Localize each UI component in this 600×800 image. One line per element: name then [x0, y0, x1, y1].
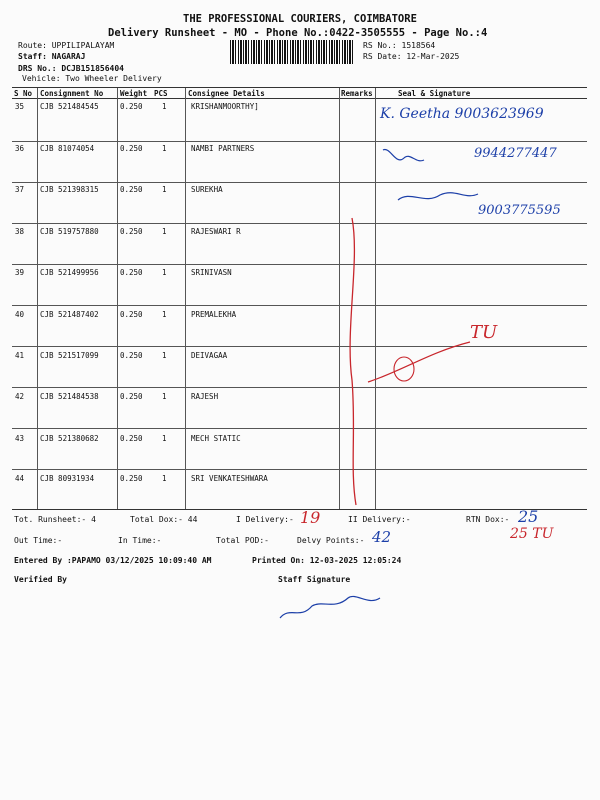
tot-runsheet: Tot. Runsheet:- 4	[14, 515, 96, 524]
verified-by: Verified By	[14, 575, 67, 584]
table-row-39-weight: 0.250	[120, 268, 143, 277]
col-pcs: PCS	[154, 89, 168, 98]
sig-36-handwriting: 9944277447	[474, 146, 557, 161]
table-row-43-cno: CJB 521380682	[40, 434, 99, 443]
tu-handwriting: TU	[470, 322, 498, 343]
table-row-44-consignee: SRI VENKATESHWARA	[191, 474, 268, 483]
table-row-43-sno: 43	[15, 434, 25, 443]
rs-date: RS Date: 12-Mar-2025	[363, 52, 460, 61]
table-row-38-cno: CJB 519757880	[40, 227, 99, 236]
table-row-40-consignee: PREMALEKHA	[191, 310, 237, 319]
table-row-43-pcs: 1	[162, 434, 167, 443]
tu-arrow-stroke	[368, 342, 470, 382]
col-weight: Weight	[120, 89, 148, 98]
sig-37-handwriting: 9003775595	[478, 203, 561, 218]
table-row-37-cno: CJB 521398315	[40, 185, 99, 194]
table-row-38-pcs: 1	[162, 227, 167, 236]
col-consignee: Consignee Details	[188, 89, 265, 98]
table-row-40-cno: CJB 521487402	[40, 310, 99, 319]
entered-by: Entered By :PAPAMO 03/12/2025 10:09:40 AM	[14, 556, 212, 565]
company-title: THE PROFESSIONAL COURIERS, COIMBATORE	[183, 13, 417, 25]
table-row-40-pcs: 1	[162, 310, 167, 319]
rtn-dox-note: 25 TU	[510, 526, 554, 542]
table-row-35-consignee: KRISHANMOORTHY]	[191, 102, 259, 111]
table-row-38-sno: 38	[15, 227, 25, 236]
table-row-39-sno: 39	[15, 268, 25, 277]
remarks-bracket-stroke	[350, 218, 356, 505]
table-row-37-weight: 0.250	[120, 185, 143, 194]
table-row-41-sno: 41	[15, 351, 25, 360]
table-row-41-cno: CJB 521517099	[40, 351, 99, 360]
rtn-dox-value: 25	[518, 507, 539, 526]
table-row-35-pcs: 1	[162, 102, 167, 111]
out-time: Out Time:-	[14, 536, 63, 545]
table-row-36-sno: 36	[15, 144, 25, 153]
in-time: In Time:-	[118, 536, 162, 545]
table-row-42-consignee: RAJESH	[191, 392, 219, 401]
sig-35-handwriting: K. Geetha 9003623969	[380, 106, 544, 122]
table-row-37-pcs: 1	[162, 185, 167, 194]
sig-37-scribble	[398, 193, 478, 200]
col-seal: Seal & Signature	[398, 89, 471, 98]
rs-number: RS No.: 1518564	[363, 41, 436, 50]
table-row-36-cno: CJB 81074054	[40, 144, 95, 153]
table-row-42-sno: 42	[15, 392, 25, 401]
table-row-43-consignee: MECH STATIC	[191, 434, 241, 443]
table-row-42-cno: CJB 521484538	[40, 392, 99, 401]
table-row-44-weight: 0.250	[120, 474, 143, 483]
table-row-40-sno: 40	[15, 310, 25, 319]
col-consignment: Consignment No	[40, 89, 104, 98]
printed-on: Printed On: 12-03-2025 12:05:24	[252, 556, 402, 565]
table-row-35-cno: CJB 521484545	[40, 102, 99, 111]
table-row-42-pcs: 1	[162, 392, 167, 401]
vehicle-label: Vehicle: Two Wheeler Delivery	[22, 74, 162, 83]
table-row-44-pcs: 1	[162, 474, 167, 483]
table-row-41-weight: 0.250	[120, 351, 143, 360]
total-dox: Total Dox:- 44	[130, 515, 198, 524]
i-delivery-value: 19	[300, 508, 321, 527]
delvy-points-label: Delvy Points:-	[297, 536, 365, 545]
rtn-dox-label: RTN Dox:-	[466, 515, 510, 524]
table-row-43-weight: 0.250	[120, 434, 143, 443]
table-row-39-pcs: 1	[162, 268, 167, 277]
staff-label: Staff: NAGARAJ	[18, 52, 86, 61]
table-row-41-pcs: 1	[162, 351, 167, 360]
table-row-40-weight: 0.250	[120, 310, 143, 319]
table-row-35-sno: 35	[15, 102, 25, 111]
col-sno: S No	[14, 89, 33, 98]
i-delivery-label: I Delivery:-	[236, 515, 294, 524]
table-row-44-sno: 44	[15, 474, 25, 483]
table-row-41-consignee: DEIVAGAA	[191, 351, 228, 360]
staff-signature-label: Staff Signature	[278, 575, 351, 584]
sig-36-scribble	[383, 149, 424, 160]
runsheet-title: Delivery Runsheet - MO - Phone No.:0422-3505555 - Page No.:4	[108, 27, 488, 39]
table-row-39-consignee: SRINIVASN	[191, 268, 232, 277]
table-row-42-weight: 0.250	[120, 392, 143, 401]
table-row-36-weight: 0.250	[120, 144, 143, 153]
table-row-39-cno: CJB 521499956	[40, 268, 99, 277]
route-label: Route: UPPILIPALAYAM	[18, 41, 115, 50]
circle-b-stroke	[394, 357, 414, 381]
total-pod: Total POD:-	[216, 536, 269, 545]
table-row-35-weight: 0.250	[120, 102, 143, 111]
delvy-points-value: 42	[372, 528, 392, 546]
table-row-36-consignee: NAMBI PARTNERS	[191, 144, 255, 153]
table-row-37-consignee: SUREKHA	[191, 185, 223, 194]
drs-number: DRS No.: DCJB151856404	[18, 64, 124, 73]
table-row-37-sno: 37	[15, 185, 25, 194]
staff-signature-stroke	[280, 596, 380, 618]
table-row-38-weight: 0.250	[120, 227, 143, 236]
table-row-38-consignee: RAJESWARI R	[191, 227, 241, 236]
ii-delivery-label: II Delivery:-	[348, 515, 411, 524]
col-remarks: Remarks	[341, 89, 373, 98]
table-row-36-pcs: 1	[162, 144, 167, 153]
table-row-44-cno: CJB 80931934	[40, 474, 95, 483]
